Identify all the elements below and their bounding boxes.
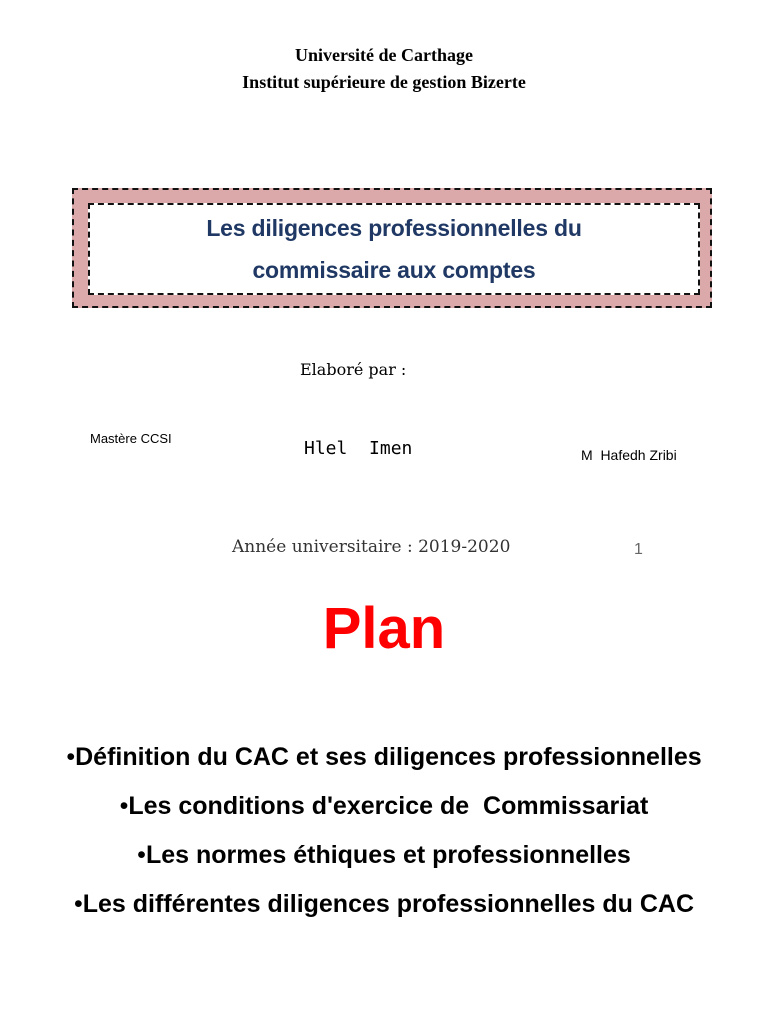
title-frame-inner: [88, 203, 700, 295]
academic-year: Année universitaire : 2019-2020: [232, 537, 511, 557]
document-title-line-1: Les diligences professionnelles du: [206, 215, 582, 241]
bullet-icon: •: [73, 890, 83, 918]
bullet-icon: •: [119, 792, 129, 820]
bullet-icon: •: [137, 841, 146, 869]
plan-item-text: Les conditions d'exercice de Commissariat: [128, 792, 649, 820]
program-name: Mastère CCSI: [90, 431, 172, 446]
plan-item-text: Définition du CAC et ses diligences professionnelles: [75, 743, 702, 771]
page-number: 1: [634, 541, 643, 558]
plan-item-diligences: [0, 880, 768, 929]
university-name: Université de Carthage: [295, 45, 473, 65]
prepared-by-label: Elaboré par :: [300, 360, 407, 379]
supervisor-name: M Hafedh Zribi: [581, 447, 677, 463]
plan-item-definition: [0, 733, 768, 782]
plan-item-text: Les normes éthiques et professionnelles: [145, 841, 631, 869]
institute-name: Institut supérieure de gestion Bizerte: [242, 72, 526, 92]
plan-item-conditions: [0, 782, 768, 831]
plan-item-normes: [0, 831, 768, 880]
document-title-line-2: commissaire aux comptes: [252, 257, 536, 283]
student-name: Hlel Imen: [304, 438, 413, 459]
bullet-icon: •: [66, 743, 76, 771]
plan-title: Plan: [322, 596, 446, 661]
plan-item-text: Les différentes diligences professionnelles du CAC: [82, 890, 695, 918]
plan-list: [0, 733, 768, 929]
